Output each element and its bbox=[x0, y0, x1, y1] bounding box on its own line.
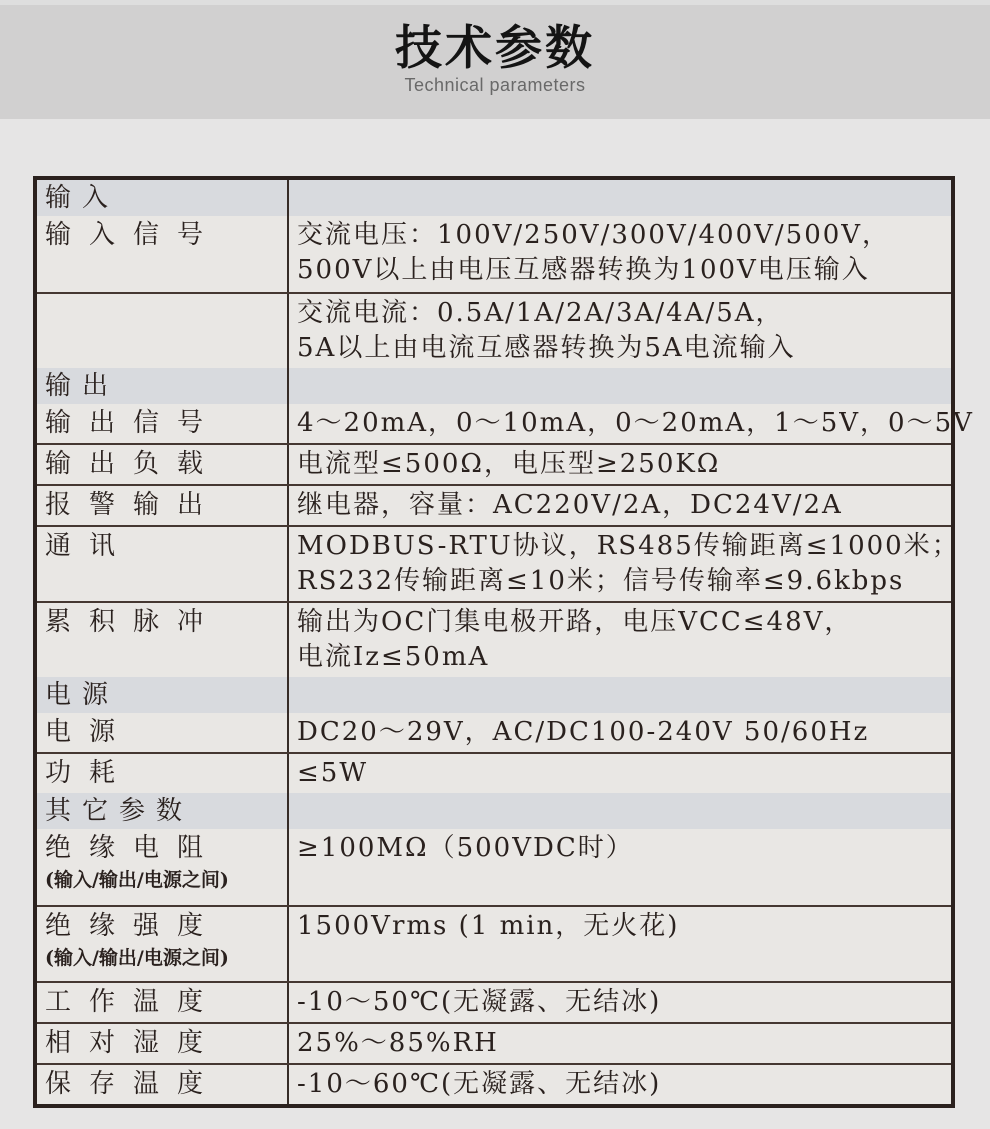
table-row bbox=[37, 1063, 951, 1104]
table-row bbox=[37, 905, 951, 981]
param-value bbox=[287, 216, 951, 292]
param-value-line: 交流电流：0.5A/1A/2A/3A/4A/5A， bbox=[297, 298, 784, 328]
param-label-text: 输入 bbox=[45, 183, 120, 213]
param-value-line: 交流电压：100V/250V/300V/400V/500V， bbox=[297, 220, 891, 250]
param-label bbox=[37, 216, 287, 292]
section-row bbox=[37, 368, 951, 404]
param-value bbox=[287, 677, 951, 713]
param-label bbox=[37, 983, 287, 1022]
param-value-line: MODBUS-RTU协议，RS485传输距离≤1000米； bbox=[297, 531, 960, 561]
table-row bbox=[37, 752, 951, 793]
param-value-line: 500V以上由电压互感器转换为100V电压输入 bbox=[297, 255, 870, 285]
param-label-text: 功耗 bbox=[45, 758, 134, 788]
param-label bbox=[37, 1065, 287, 1104]
param-value bbox=[287, 368, 951, 404]
param-label-note: (输入/输出/电源之间) bbox=[45, 947, 229, 969]
param-label bbox=[37, 1024, 287, 1063]
param-label-text: 绝缘强度 bbox=[45, 911, 222, 941]
table-row bbox=[37, 404, 974, 443]
param-value bbox=[287, 983, 951, 1022]
param-label-text: 工作温度 bbox=[45, 987, 222, 1017]
param-label bbox=[37, 754, 287, 793]
param-label-text: 输出信号 bbox=[45, 408, 222, 438]
param-label-text: 其它参数 bbox=[45, 796, 194, 826]
param-label bbox=[37, 907, 287, 981]
param-value-line: 25%～85%RH bbox=[297, 1028, 499, 1058]
table-row bbox=[37, 829, 951, 905]
param-value-line: 1500Vrms (1 min，无火花) bbox=[297, 911, 680, 941]
param-value-line: 输出为OC门集电极开路，电压VCC≤48V， bbox=[297, 607, 853, 637]
param-value-line: 继电器，容量：AC220V/2A，DC24V/2A bbox=[297, 490, 843, 520]
page-subtitle: Technical parameters bbox=[404, 75, 586, 96]
param-label bbox=[37, 486, 287, 525]
param-label-text: 输入信号 bbox=[45, 220, 222, 250]
table-row bbox=[37, 216, 951, 292]
param-label bbox=[37, 603, 287, 677]
param-value bbox=[287, 754, 951, 793]
param-label-text: 电源 bbox=[45, 717, 134, 747]
param-value-line: -10～60℃(无凝露、无结冰) bbox=[297, 1069, 662, 1099]
param-value bbox=[287, 793, 951, 829]
param-value bbox=[287, 1065, 951, 1104]
param-value bbox=[287, 294, 951, 368]
param-label-text: 相对湿度 bbox=[45, 1028, 222, 1058]
param-value bbox=[287, 829, 951, 905]
param-label bbox=[37, 368, 287, 404]
section-row bbox=[37, 793, 951, 829]
param-label-text: 累积脉冲 bbox=[45, 607, 222, 637]
param-value bbox=[287, 527, 968, 601]
param-value-line: 电流Iz≤50mA bbox=[297, 642, 490, 672]
param-value bbox=[287, 1024, 951, 1063]
param-label-text: 保存温度 bbox=[45, 1069, 222, 1099]
param-label-note: (输入/输出/电源之间) bbox=[45, 869, 229, 891]
param-label-text: 报警输出 bbox=[45, 490, 222, 520]
param-label-text: 通讯 bbox=[45, 531, 134, 561]
param-value bbox=[287, 713, 951, 752]
param-value bbox=[287, 180, 951, 216]
param-value-line: ≥100MΩ（500VDC时） bbox=[297, 833, 634, 863]
param-value bbox=[287, 603, 951, 677]
section-row bbox=[37, 677, 951, 713]
param-value bbox=[287, 404, 982, 443]
param-value bbox=[287, 907, 951, 981]
param-value-line: ≤5W bbox=[297, 758, 369, 788]
param-value-line: 4～20mA，0～10mA，0～20mA，1～5V，0～5V bbox=[297, 408, 974, 438]
param-value-line: 5A以上由电流互感器转换为5A电流输入 bbox=[297, 333, 796, 363]
table-row bbox=[37, 981, 951, 1022]
page-title: 技术参数 bbox=[395, 21, 595, 74]
param-label-text: 绝缘电阻 bbox=[45, 833, 222, 863]
param-label-text: 电源 bbox=[45, 680, 120, 710]
header-band bbox=[0, 0, 990, 119]
param-label bbox=[37, 793, 287, 829]
param-value-line: DC20～29V，AC/DC100-240V 50/60Hz bbox=[297, 717, 870, 747]
param-label bbox=[37, 527, 287, 601]
param-label bbox=[37, 180, 287, 216]
param-label-text: 输出 bbox=[45, 371, 120, 401]
param-label-text: 输出负载 bbox=[45, 449, 222, 479]
table-row bbox=[37, 484, 951, 525]
param-label bbox=[37, 294, 287, 368]
table-row bbox=[37, 292, 951, 368]
param-label bbox=[37, 829, 287, 905]
table-row bbox=[37, 443, 951, 484]
param-value-line: -10～50℃(无凝露、无结冰) bbox=[297, 987, 662, 1017]
table-row bbox=[37, 713, 951, 752]
param-label bbox=[37, 445, 287, 484]
section-row bbox=[37, 180, 951, 216]
param-value-line: 电流型≤500Ω，电压型≥250KΩ bbox=[297, 449, 721, 479]
param-label bbox=[37, 677, 287, 713]
table-row bbox=[37, 601, 951, 677]
param-label bbox=[37, 713, 287, 752]
table-row bbox=[37, 525, 960, 601]
param-label bbox=[37, 404, 287, 443]
param-value-line: RS232传输距离≤10米；信号传输率≤9.6kbps bbox=[297, 566, 905, 596]
table-row bbox=[37, 1022, 951, 1063]
spec-table bbox=[33, 176, 974, 1108]
param-value bbox=[287, 445, 951, 484]
param-value bbox=[287, 486, 951, 525]
